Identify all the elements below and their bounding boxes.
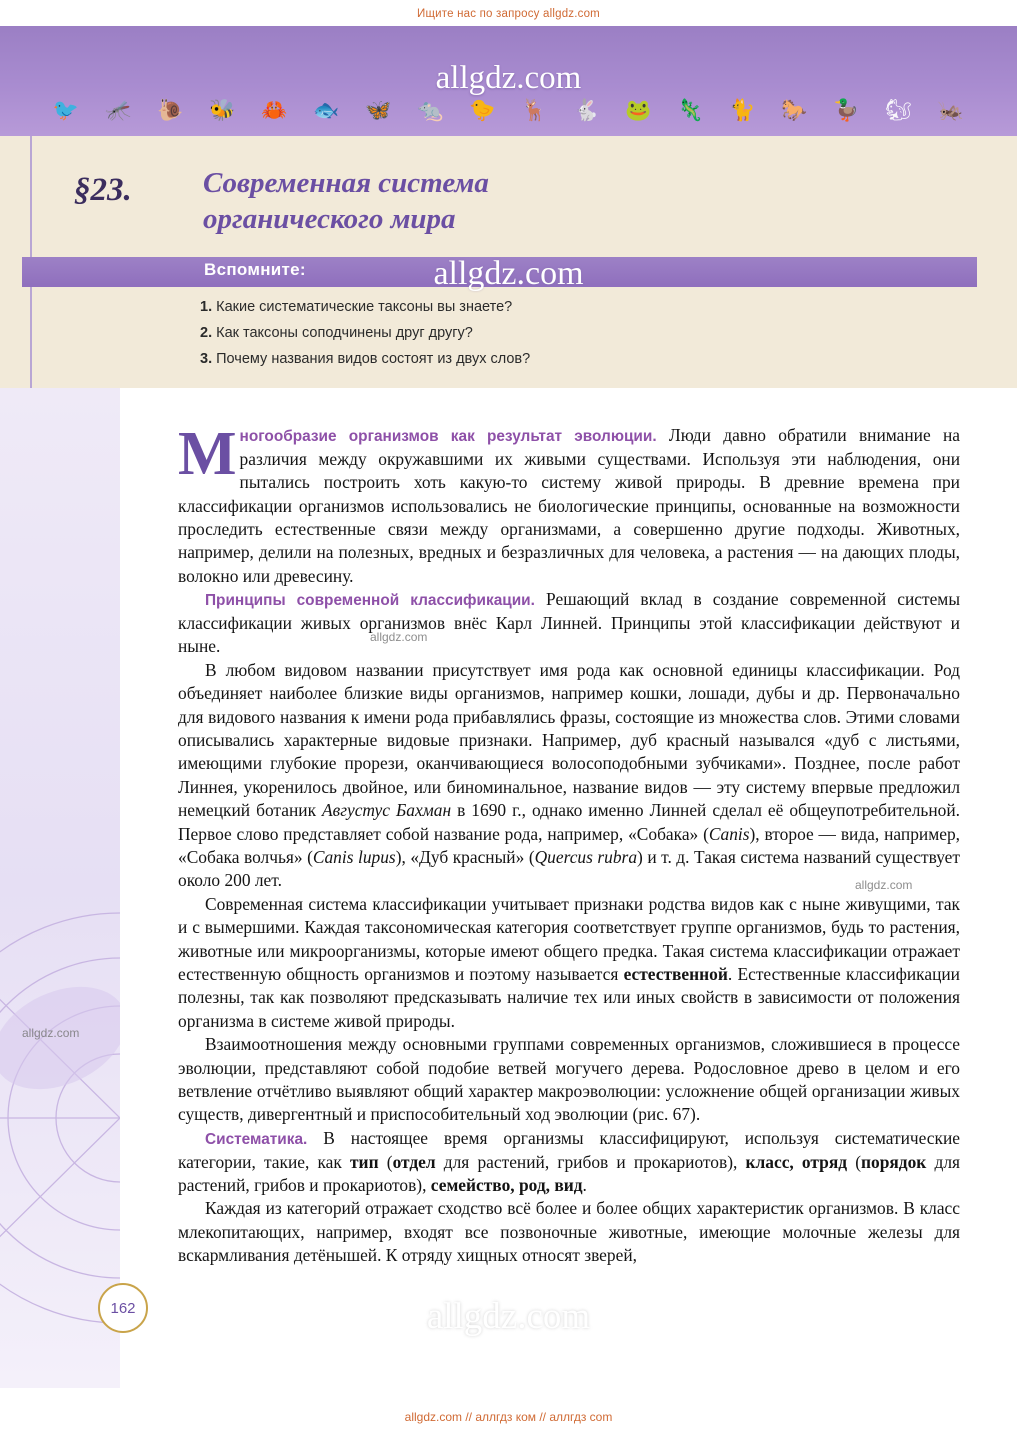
list-item <box>200 325 940 341</box>
term-class-order: класс, отряд <box>745 1151 848 1172</box>
paragraph-6-e: для растений, грибов и прокариотов), <box>178 1151 960 1195</box>
paragraph-6-b: ( <box>378 1151 393 1172</box>
squirrel-icon: 🐿 <box>885 97 912 122</box>
page-title-line1: Современная система <box>203 167 489 199</box>
mouse-icon: 🐀 <box>417 97 444 122</box>
dropcap: М <box>178 420 237 488</box>
paragraph-2 <box>178 588 960 659</box>
paragraph-5: Взаимоотношения между основными группами современных организмов, сложившиеся в процессе эволюции, представляют собой подобие ветвей могучего дерева. Родословное древо в целом и его ветвление отчётливо выявляют общий характер макроэволюции: усложнение общей организации живых существ, дивергентный и приспособительный ход эволюции (рис. 67). <box>178 1034 960 1125</box>
recall-item-number: 3. <box>200 351 213 367</box>
recall-item-text: Какие систематические таксоны вы знаете? <box>216 299 513 315</box>
paragraph-3-a: В любом видовом названии присутствует имя рода как основной единицы классификации. Род объединяет наиболее близкие виды организмов, например кошки, лошади, дубы и др. Первоначально для видового названия к имени рода прибавлялись фразы, состоящие из множества слов. Этими словами описывались характерные видовые признаки. Например, дуб красный назывался «дуб с листьями, имеющими глубокие прорези, оканчивающиеся волосоподобными зубчиками». Позднее, после работ Линнея, укоренилось двойное, или биноминальное, название видов — эту систему впервые предложил немецкий ботаник <box>178 659 960 821</box>
dragonfly-icon: 🦗 <box>937 97 964 122</box>
footer-watermark: allgdz.com // аллгдз ком // аллгдз com <box>404 1410 613 1424</box>
term-family-genus-species: семейство, род, вид <box>430 1174 583 1195</box>
paragraph-3-d: ), «Дуб красный» ( <box>395 846 535 867</box>
person-name-bachmann: Августус Бахман <box>322 800 452 821</box>
watermark-small-2: allgdz.com <box>855 878 913 892</box>
paragraph-4-a: Современная система классификации учитывает признаки родства видов как с ныне живущими, так и с вымершими. Каждая таксономическая категория соответствует группе организмов, будь то растения, животные или микроорганизмы, которые имеют общего предка. Такая система классификации отражает естественную общность организмов и поэтому называется <box>178 893 960 984</box>
paragraph-6-f: . <box>582 1174 587 1195</box>
animal-silhouette-strip <box>0 90 1017 130</box>
watermark-overlay-top: allgdz.com <box>433 255 584 292</box>
paragraph-6-d: ( <box>847 1151 861 1172</box>
lizard-icon: 🦎 <box>677 97 704 122</box>
header-site-watermark: allgdz.com <box>435 60 582 96</box>
section-number: §23. <box>74 172 132 208</box>
left-margin-decoration <box>0 388 120 1388</box>
paragraph-4 <box>178 893 960 1033</box>
cat-icon: 🐈 <box>729 97 756 122</box>
butterfly-icon: 🦋 <box>365 97 392 122</box>
watermark-small-3: allgdz.com <box>22 1026 80 1040</box>
article-body <box>178 420 961 1268</box>
latin-name-canis-lupus: Canis lupus <box>312 846 396 867</box>
paragraph-7: Каждая из категорий отражает сходство всё более и более общих характеристик организмов. В класс млекопитающих, например, входят все позвоночные животные, имеющие молочные железы для вскармливания детёнышей. К отряду хищных относят зверей, <box>178 1198 960 1266</box>
term-division: отдел <box>392 1151 436 1172</box>
fish-icon: 🐟 <box>313 97 340 122</box>
paragraph-3-b: в 1690 г., однако именно Линней сделал её общеупотребительной. Первое слово представляет собой название рода, например, «Собака» ( <box>178 800 960 844</box>
crab-icon: 🦀 <box>260 97 288 122</box>
term-poryadok: порядок <box>861 1151 927 1172</box>
paragraph-6 <box>178 1127 960 1198</box>
list-item <box>200 351 940 367</box>
snail-icon: 🐌 <box>156 97 184 122</box>
bird-icon: 🐦 <box>52 97 80 122</box>
rabbit-icon: 🐇 <box>573 97 600 122</box>
paragraph-1 <box>178 420 960 588</box>
recall-item-text: Как таксоны соподчинены друг другу? <box>216 325 473 341</box>
recall-item-text: Почему названия видов состоят из двух слов? <box>216 351 531 367</box>
duck-icon: 🦆 <box>833 97 860 122</box>
paragraph-3-e: ) и т. д. Такая система названий существует около 200 лет. <box>178 846 961 891</box>
run-in-heading-systematics: Систематика. <box>205 1130 308 1148</box>
term-natural: естественной <box>623 963 728 984</box>
horse-icon: 🐎 <box>781 97 808 122</box>
recall-item-number: 1. <box>200 299 213 315</box>
list-item <box>200 299 940 315</box>
paragraph-3 <box>178 659 960 893</box>
bird2-icon: 🐤 <box>469 97 496 122</box>
insect-icon: 🦟 <box>104 97 132 122</box>
frog-icon: 🐸 <box>625 97 652 122</box>
latin-name-quercus-rubra: Quercus rubra <box>534 846 638 867</box>
paragraph-6-c: для растений, грибов и прокариотов), <box>435 1151 746 1172</box>
recall-question-list <box>200 299 940 377</box>
run-in-heading-diversity: ногообразие организмов как результат эволюции. <box>239 428 657 445</box>
latin-name-canis: Canis <box>708 823 750 844</box>
header-band <box>0 26 1017 136</box>
page-number: 162 <box>98 1283 148 1333</box>
term-type: тип <box>350 1151 379 1172</box>
beetle-icon: 🐝 <box>208 97 236 122</box>
paragraph-6-a: В настоящее время организмы классифицируют, используя систематические категории, такие, как <box>178 1127 960 1172</box>
recall-bar-label: Вспомните: <box>204 260 306 279</box>
recall-bar <box>22 257 977 287</box>
decorative-arcs-icon <box>0 888 120 1348</box>
watermark-overlay-bottom: allgdz.com <box>426 1296 591 1337</box>
watermark-small-1: allgdz.com <box>370 630 428 644</box>
page-title-line2: органического мира <box>203 202 456 235</box>
top-search-watermark: Ищите нас по запросу allgdz.com <box>417 8 600 20</box>
paragraph-3-c: ), второе — вида, например, «Собака волчья» ( <box>178 823 960 867</box>
page-title <box>203 166 823 237</box>
paragraph-1-text: Люди давно обратили внимание на различия между окружавшими их живыми существами. Используя эти наблюдения, они пытались построить хоть какую-то систему живой природы. В древние времена при классификации организмов использовались не биологические принципы, основанные на возможности проследить естественные связи между организмами, а совершенно другие подходы. Животных, например, делили на полезных, вредных и безразличных для человека, а растения — на дающих плоды, волокно или древесину. <box>178 425 960 586</box>
paragraph-4-b: . Естественные классификации полезны, так как позволяют предсказывать наличие тех или иных свойств в зависимости от положения организма в системе живой природы. <box>178 963 960 1031</box>
deer-icon: 🦌 <box>521 97 548 122</box>
recall-item-number: 2. <box>200 325 213 341</box>
paragraph-2-text: Решающий вклад в создание современной системы классификации живых организмов внёс Карл Линней. Принципы этой классификации действуют и ныне. <box>178 589 960 657</box>
run-in-heading-principles: Принципы современной классификации. <box>205 592 535 610</box>
